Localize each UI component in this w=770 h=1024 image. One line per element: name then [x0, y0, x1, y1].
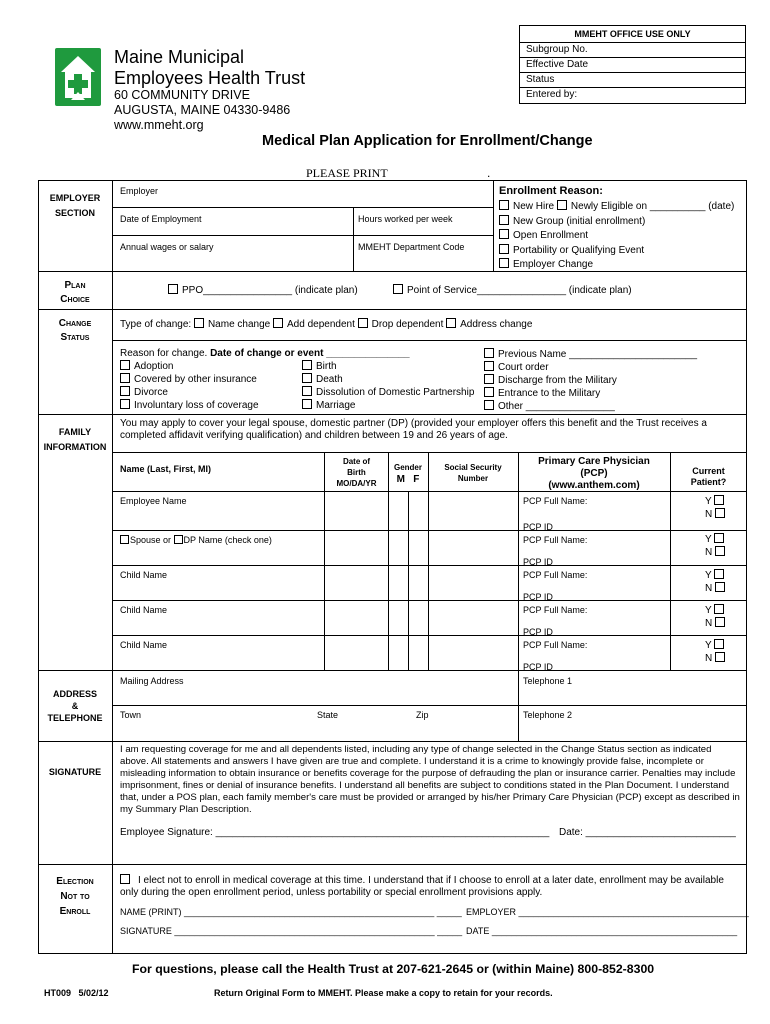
enrollment-reason-options: New Hire Newly Eligible on __________ (date) New Group (initial enrollment) Open Enrollment Portability or Qualifying Event Employer Change [499, 200, 734, 273]
reason-col3: Previous Name _______________________ Court order Discharge from the Military Entrance to the Military Other ________________ [484, 348, 697, 413]
previous-name-checkbox[interactable] [484, 348, 494, 358]
divorce-checkbox[interactable] [120, 386, 130, 396]
other-insurance-checkbox[interactable] [120, 373, 130, 383]
new-hire-checkbox[interactable] [499, 200, 509, 210]
print-dot: . [487, 166, 491, 180]
yes-checkbox[interactable] [714, 639, 724, 649]
drop-dependent-checkbox[interactable] [358, 318, 368, 328]
section-label-family: FAMILY INFORMATION [43, 427, 107, 452]
annual-wages-field[interactable]: Annual wages or salary [120, 242, 214, 252]
no-checkbox[interactable] [715, 617, 725, 627]
section-label-address: ADDRESS & TELEPHONE [47, 689, 103, 723]
hdr-current-patient: Current Patient? [690, 466, 727, 487]
current-patient-yn: Y N [705, 495, 725, 521]
spouse-dp-name-field[interactable]: Spouse or DP Name (check one) [120, 535, 272, 545]
election-name-field[interactable]: NAME (PRINT) __________________________________________________ _____ [120, 907, 462, 917]
hdr-pcp: Primary Care Physician (PCP) (www.anthem.com) [538, 456, 650, 491]
current-patient-yn: Y N [705, 569, 725, 595]
please-print: PLEASE PRINT [306, 166, 388, 180]
pcp-id[interactable]: PCP ID [523, 557, 553, 567]
employee-name-field[interactable]: Employee Name [120, 496, 187, 506]
office-use-title: MMEHT OFFICE USE ONLY [520, 26, 745, 43]
pcp-full-name[interactable]: PCP Full Name: [523, 640, 588, 650]
employer-change-checkbox[interactable] [499, 258, 509, 268]
org-address-line1: 60 COMMUNITY DRIVE [114, 88, 250, 102]
org-website: www.mmeht.org [114, 118, 204, 132]
child-name-field[interactable]: Child Name [120, 570, 168, 580]
org-name-line2: Employees Health Trust [114, 68, 306, 88]
pcp-full-name[interactable]: PCP Full Name: [523, 605, 588, 615]
pcp-full-name[interactable]: PCP Full Name: [523, 570, 588, 580]
no-checkbox[interactable] [715, 546, 725, 556]
hdr-ssn: Social Security Number [444, 463, 502, 483]
town-field[interactable]: Town [120, 710, 142, 720]
pcp-full-name[interactable]: PCP Full Name: [523, 496, 588, 506]
child-name-field[interactable]: Child Name [120, 605, 168, 615]
dp-checkbox[interactable] [174, 535, 183, 544]
election-signature-field[interactable]: SIGNATURE ____________________________________________________ _____ [120, 926, 463, 936]
employee-signature-field[interactable]: Employee Signature: ____________________________________________________________ [120, 827, 550, 838]
current-patient-yn: Y N [705, 533, 725, 559]
hdr-gender: Gender M F [393, 463, 422, 485]
office-row: Effective Date [520, 58, 745, 73]
court-order-checkbox[interactable] [484, 361, 494, 371]
add-dependent-checkbox[interactable] [273, 318, 283, 328]
plan-choice-pos: Point of Service________________ (indicate plan) [393, 284, 632, 296]
reason-col1: Adoption Covered by other insurance Divorce Involuntary loss of coverage [120, 360, 259, 412]
reason-col2: Birth Death Dissolution of Domestic Partnership Marriage [302, 360, 474, 412]
section-label-change-status: Change Status [58, 318, 92, 343]
pcp-id[interactable]: PCP ID [523, 627, 553, 637]
form-title: Medical Plan Application for Enrollment/Change [262, 133, 593, 149]
birth-checkbox[interactable] [302, 360, 312, 370]
enrollment-reason-title: Enrollment Reason: [499, 185, 603, 197]
mailing-address-field[interactable]: Mailing Address [120, 676, 184, 686]
section-label-signature: SIGNATURE [48, 767, 102, 777]
death-checkbox[interactable] [302, 373, 312, 383]
section-label-election: Election Not to Enroll [56, 876, 94, 917]
new-group-checkbox[interactable] [499, 215, 509, 225]
dissolution-checkbox[interactable] [302, 386, 312, 396]
section-label-plan-choice: Plan Choice [60, 280, 90, 305]
office-row: Status [520, 73, 745, 88]
hdr-name: Name (Last, First, MI) [120, 464, 212, 474]
department-code-field[interactable]: MMEHT Department Code [358, 242, 465, 252]
type-of-change-row: Type of change: Name change Add dependent Drop dependent Address change [120, 319, 533, 330]
involuntary-loss-checkbox[interactable] [120, 399, 130, 409]
elect-not-to-enroll: I elect not to enroll in medical coverage at this time. I understand that if I choose to enroll at a later date, enrollment may be available only during the open enrollment period, unless portability or special enrollment provisions apply. [120, 875, 724, 898]
newly-eligible-checkbox[interactable] [557, 200, 567, 210]
yes-checkbox[interactable] [714, 569, 724, 579]
section-label-employer: EMPLOYER SECTION [49, 193, 101, 218]
org-name-line1: Maine Municipal [114, 47, 245, 67]
name-change-checkbox[interactable] [194, 318, 204, 328]
pcp-id[interactable]: PCP ID [523, 592, 553, 602]
no-checkbox[interactable] [715, 508, 725, 518]
state-field[interactable]: State [317, 710, 339, 720]
family-intro: You may apply to cover your legal spouse, domestic partner (DP) (provided your employer offers this benefit and the Trust receives a completed affidavit verifying qualification) and children between 19 and 26 years of age. [120, 418, 707, 441]
date-of-employment-field[interactable]: Date of Employment [120, 214, 202, 224]
marriage-checkbox[interactable] [302, 399, 312, 409]
election-employer-field[interactable]: EMPLOYER ______________________________________________ [466, 907, 749, 917]
hours-per-week-field[interactable]: Hours worked per week [358, 214, 453, 224]
entrance-military-checkbox[interactable] [484, 387, 494, 397]
pcp-full-name[interactable]: PCP Full Name: [523, 535, 588, 545]
ppo-checkbox[interactable] [168, 284, 178, 294]
current-patient-yn: Y N [705, 639, 725, 665]
questions-line: For questions, please call the Health Trust at 207-621-2645 or (within Maine) 800-852-8300 [132, 962, 655, 976]
current-patient-yn: Y N [705, 604, 725, 630]
telephone2-field[interactable]: Telephone 2 [523, 710, 573, 720]
open-enrollment-checkbox[interactable] [499, 229, 509, 239]
plan-choice-ppo: PPO________________ (indicate plan) [168, 284, 358, 296]
other-checkbox[interactable] [484, 400, 494, 410]
no-checkbox[interactable] [715, 652, 725, 662]
adoption-checkbox[interactable] [120, 360, 130, 370]
office-row: Subgroup No. [520, 43, 745, 58]
yes-checkbox[interactable] [714, 495, 724, 505]
child-name-field[interactable]: Child Name [120, 640, 168, 650]
pcp-id[interactable]: PCP ID [523, 662, 553, 672]
signature-date-field[interactable]: Date: ___________________________ [559, 827, 736, 838]
telephone1-field[interactable]: Telephone 1 [523, 676, 573, 686]
yes-checkbox[interactable] [714, 533, 724, 543]
elect-not-enroll-checkbox[interactable] [120, 874, 130, 884]
signature-statement: I am requesting coverage for me and all dependents listed, including any type of change selected in the Change Status section as indicated above. All statements and answers I have given are true and complete. I understand it is a crime to knowingly provide false, incomplete or misleading information to obtain insurance or benefits coverage for the purpose of defrauding the plan or insurance carrier. Penalties may include imprisonment, fines or denial of insurance benefits. I understand all benefits are subject to conditions stated in the Plan Document. I understand that, under a POS plan, each family member's care must be provided or arranged by his/her Primary Care Physician (PCP) except as described in my Summary Plan Description. [120, 744, 740, 815]
spouse-checkbox[interactable] [120, 535, 129, 544]
employer-field[interactable]: Employer [120, 186, 159, 196]
portability-checkbox[interactable] [499, 244, 509, 254]
no-checkbox[interactable] [715, 582, 725, 592]
return-instructions: Return Original Form to MMEHT. Please make a copy to retain for your records. [214, 988, 553, 998]
hdr-dob: Date of Birth MO/DA/YR [336, 457, 377, 488]
office-row: Entered by: [526, 89, 578, 100]
zip-field[interactable]: Zip [416, 710, 429, 720]
form-code: HT009 5/02/12 [44, 988, 109, 998]
pcp-id[interactable]: PCP ID [523, 522, 553, 532]
address-change-checkbox[interactable] [446, 318, 456, 328]
office-use-box [519, 25, 746, 104]
discharge-military-checkbox[interactable] [484, 374, 494, 384]
pos-checkbox[interactable] [393, 284, 403, 294]
reason-for-change-label: Reason for change. Date of change or event _______________ [120, 348, 410, 359]
yes-checkbox[interactable] [714, 604, 724, 614]
org-address-line2: AUGUSTA, MAINE 04330-9486 [114, 103, 291, 117]
logo [55, 48, 101, 106]
election-date-field[interactable]: DATE _________________________________________________ [466, 926, 738, 936]
